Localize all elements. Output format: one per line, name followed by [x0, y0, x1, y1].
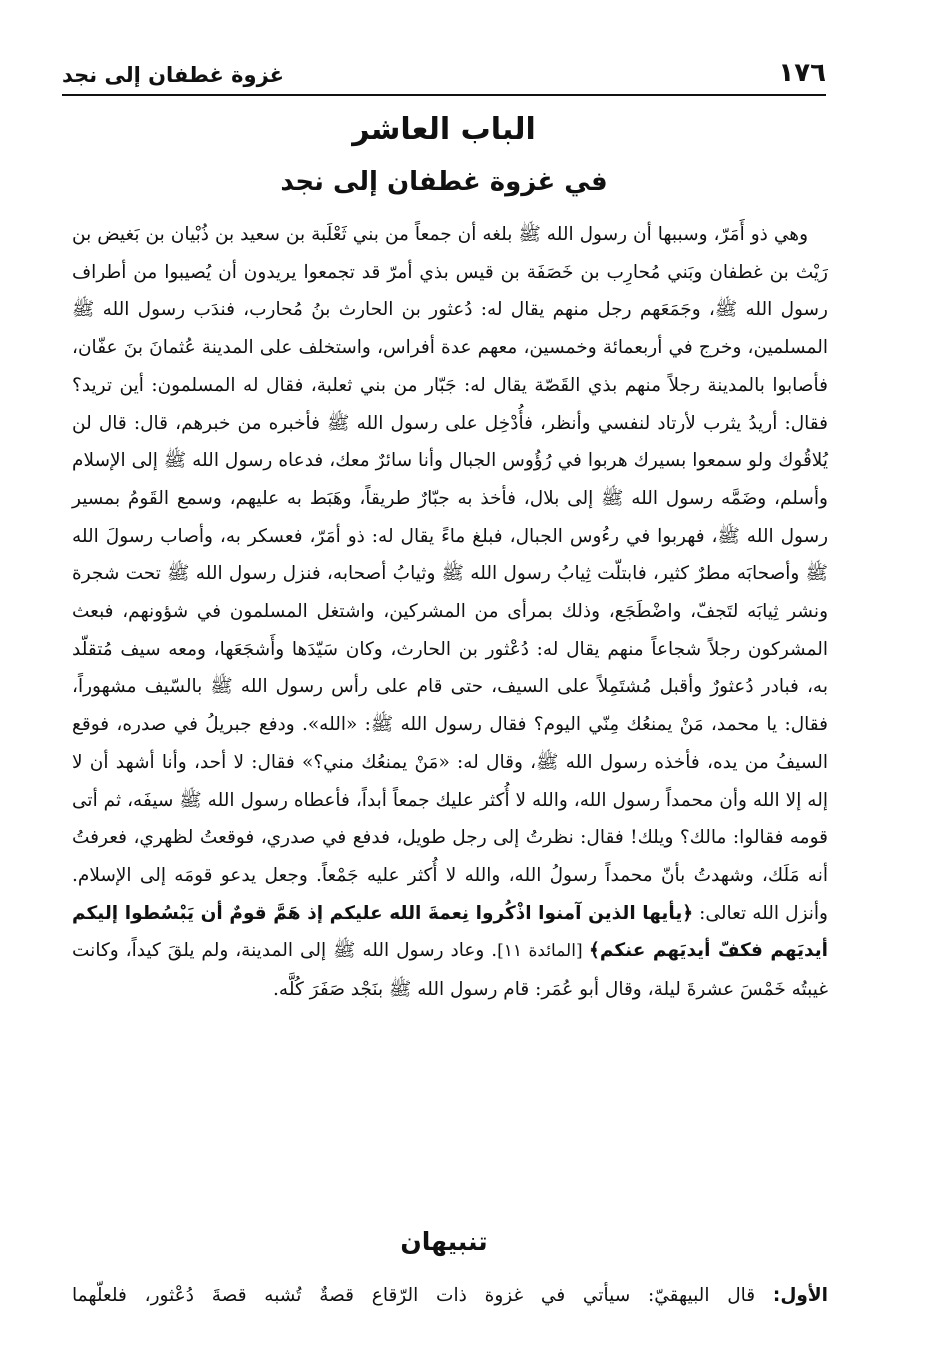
note-paragraph [72, 1278, 828, 1314]
page-header [62, 58, 826, 92]
verse-reference: [المائدة ١١] [497, 941, 590, 962]
quran-verse: ﴿يأيها الذين آمنوا اذْكُروا نِعمةَ الله عليكم إذ هَمَّ قومٌ أن يَبْسُطوا إليكم أيديَهم فكفّ أيديَهم عنكم﴾ [72, 902, 828, 962]
chapter-subtitle: في غزوة غطفان إلى نجد [280, 167, 608, 197]
note-text: قال البيهقيّ: سيأتي في غزوة ذات الرّقاع قصةٌ تُشبه قصةَ دُعْثور، فلعلّهما [72, 1285, 773, 1306]
body-text-part-b: . وعاد رسول الله ﷺ إلى المدينة، ولم يلقَ كيداً، وكانت غيبتُه خَمْسَ عشرةَ ليلة، وقال أبو عُمَر: قام رسول الله ﷺ بنَجْد صَفَرَ كُلَّه. [72, 940, 828, 1001]
body-paragraph [72, 216, 828, 1009]
running-title: غزوة غطفان إلى نجد [62, 63, 284, 87]
section-heading: تنبيهان [400, 1227, 488, 1256]
note-lead: الأول: [772, 1285, 828, 1306]
page-number: ١٧٦ [778, 58, 826, 88]
chapter-title: الباب العاشر [352, 112, 536, 147]
body-text-part-a: وهي ذو أَمَرّ، وسببها أن رسول الله ﷺ بلغه أن جمعاً من بني ثَعْلَبة بن سعيد بن ذُبْيان بن بَغيض بن رَيْث بن غطفان وبَني مُحارِب بن خَصَفَة بن قيس بذي أمرّ قد تجمعوا يريدون أن يُصيبوا من أطراف رسول الله ﷺ، وجَمَعَهم رجل منهم يقال له: دُعثور بن الحارث بنُ مُحارب، فندَب رسول الله ﷺ المسلمين، وخرج في أربعمائة وخمسين، معهم عدة أفراس، واستخلف على المدينة عُثمانَ بنَ عفّان، فأصابوا بالمدينة رجلاً منهم بذي القَصّة يقال له: جَبّار من بني ثعلبة، فقال له المسلمون: أين تريد؟ فقال: أريدُ يثرب لأرتاد لنفسي وأنظر، فأُدْخِل على رسول الله ﷺ فأخبره من خبرهم، قال: قال لن يُلاقُوك ولو سمعوا بسيرك هربوا في رُؤُوس الجبال وأنا سائرٌ معك، فدعاه رسول الله ﷺ إلى الإسلام وأسلم، وضَمَّه رسول الله ﷺ إلى بلال، فأخذ به جبّارٌ طريقاً، وهَبَط به عليهم، وسمع القَومُ بمسير رسول الله ﷺ، فهربوا في رءُوس الجبال، فبلغ ماءً يقال له: ذو أمَرّ، فعسكر به، وأصاب رسولَ الله ﷺ وأصحابَه مطرٌ كثير، فابتلّت ثِيابُ رسول الله ﷺ وثيابُ أصحابه، فنزل رسول الله ﷺ تحت شجرة ونشر ثِيابَه لتَجفّ، واضْطَجَع، وذلك بمرأى من المشركين، واشتغل المسلمون في شؤونهم، فبعث المشركون رجلاً شجاعاً منهم يقال له: دُعْثور بن الحارث، وكان سَيّدَها وأَشجَعَها، ومعه سيف مُتقلّد به، فبادر دُعثورٌ وأقبل مُشتَمِلاً على السيف، حتى قام على رأس رسول الله ﷺ بالسّيف مشهوراً، فقال: يا محمد، مَنْ يمنعُك مِنّي اليوم؟ فقال رسول الله ﷺ: «الله». ودفع جبريلُ في صدره، فوقع السيفُ من يده، فأخذه رسول الله ﷺ، وقال له: «مَنْ يمنعُك مني؟» فقال: لا أحد، وأنا أشهد أن لا إله إلا الله وأن محمداً رسول الله، والله لا أُكثر عليك جمعاً أبداً، فأعطاه رسول الله ﷺ سيفَه، ثم أتى قومه فقالوا: مالك؟ ويلك! فقال: نظرتُ إلى رجل طويل، فدفع في صدري، فوقعتُ لظهري، فعرفتُ أنه مَلَك، وشهدتُ بأنّ محمداً رسولُ الله، والله لا أُكثر عليه جَمْعاً. وجعل يدعو قومَه إلى الإسلام. وأنزل الله تعالى: [72, 224, 828, 924]
header-divider [62, 94, 826, 96]
